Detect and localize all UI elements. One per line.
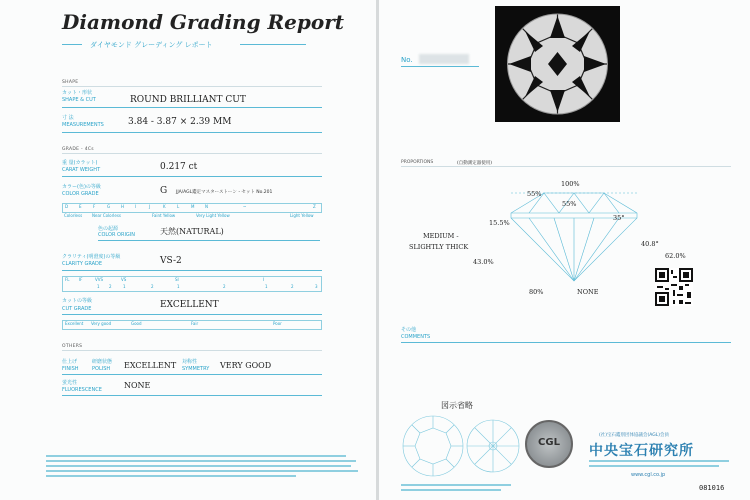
lower-half-value: 80% xyxy=(529,288,544,296)
fluorescence-value: NONE xyxy=(124,381,151,390)
color-master-note: JJA/AGL鑑定マスターストーン・セット No.201 xyxy=(176,190,273,195)
carat-value: 0.217 ct xyxy=(160,162,198,172)
crown-height-ratio: 55% xyxy=(527,190,542,198)
color-value: G xyxy=(160,186,168,196)
comments-label-jp: その他 xyxy=(401,327,417,333)
report-serial: 081016 xyxy=(699,484,725,492)
origin-label-en: COLOR ORIGIN xyxy=(98,232,136,238)
color-scale: D E F G H I J K L M N ~ Z xyxy=(62,203,322,213)
clarity-scale: FL IF VVS VS SI I 1 2 1 2 1 2 1 2 3 xyxy=(62,276,322,292)
cut-scale: Excellent Very good Good Fair Poor xyxy=(62,320,322,330)
proportions-label: PROPORTIONS xyxy=(401,160,434,165)
diamond-photo xyxy=(495,6,620,122)
shape-cut-value: ROUND BRILLIANT CUT xyxy=(130,95,246,105)
crown-height-value: 15.5% xyxy=(489,219,510,227)
footnote-text xyxy=(46,452,362,494)
measurements-label-jp: 寸 法 xyxy=(62,115,74,121)
report-right-page xyxy=(379,0,750,500)
measurements-label-en: MEASUREMENTS xyxy=(62,122,104,128)
cut-label-jp: カットの等級 xyxy=(62,298,92,304)
shape-cut-label-en: SHAPE & CUT xyxy=(62,97,96,103)
clarity-label-jp: クラリティ(明澄度)の等級 xyxy=(62,254,121,260)
report-number-redacted xyxy=(419,54,469,64)
comments-label-en: COMMENTS xyxy=(401,334,431,340)
total-width-value: 100% xyxy=(561,180,580,188)
plot-omitted-label: 図示省略 xyxy=(441,401,473,410)
polish-value: EXCELLENT xyxy=(124,361,177,370)
carat-label-jp: 重 量(カラット) xyxy=(62,160,98,166)
org-url[interactable]: www.cgl.co.jp xyxy=(631,472,666,478)
section-others: OTHERS xyxy=(62,344,83,349)
symmetry-value: VERY GOOD xyxy=(220,361,272,370)
section-shape: SHAPE xyxy=(62,80,79,85)
cut-label-en: CUT GRADE xyxy=(62,306,92,312)
report-subtitle-jp: ダイヤモンド グレーディング レポート xyxy=(90,41,213,49)
measurements-value: 3.84 - 3.87 × 2.39 MM xyxy=(128,117,232,127)
shape-cut-label-jp: カット・形状 xyxy=(62,90,92,96)
plot-diagram xyxy=(401,410,521,482)
clarity-value: VS-2 xyxy=(160,256,182,266)
crown-angle-value: 35° xyxy=(613,214,625,222)
proportions-note: (自動測定器使用) xyxy=(457,161,493,166)
girdle-value: MEDIUM - xyxy=(423,232,459,240)
pavilion-angle-value: 40.8° xyxy=(641,240,659,248)
color-label-en: COLOR GRADE xyxy=(62,191,99,197)
origin-label-jp: 色の起源 xyxy=(98,226,119,232)
pavilion-depth-value: 43.0% xyxy=(473,258,494,266)
report-left-page: Diamond Grading Report ダイヤモンド グレーディング レポート SHAPE カット・形状 SHAPE & CUT ROUND BRILLIANT CUT 寸 法 MEASUREMENTS 3.84 - 3.87 × 2.39 MM GRADE - 4Cs 重 量(カラット) CARAT WEIGHT 0.217 ct カラー(色)の等級 COLOR GRADE G JJA/AGL鑑定マスターストーン・セット No.201 D E F G H I J K L M N ~ Z Colorless Near Colorless Faint Yellow Very Light Yellow Light Yellow 色の起源 COLOR ORIGIN 天然(NATURAL) クラリティ(明澄度)の等級 CLARITY GRADE VS-2 FL IF VVS VS SI I 1 2 1 2 1 2 1 2 3 カットの等級 CUT GRADE EXCELLENT Excellent Very good Good Fair Poor OTHERS 仕上げ FINISH 研磨状態 POLISH EXCELLENT 対称性 SYMMETRY VERY GOOD 蛍光性 FLUORESCENCE NONE xyxy=(0,0,376,500)
table-size-value: 55% xyxy=(562,200,577,208)
cut-value: EXCELLENT xyxy=(160,300,219,310)
total-depth-value: 62.0% xyxy=(665,252,686,260)
origin-value: 天然(NATURAL) xyxy=(160,227,224,236)
color-label-jp: カラー(色)の等級 xyxy=(62,184,101,190)
org-name: 中央宝石研究所 xyxy=(589,443,694,459)
clarity-label-en: CLARITY GRADE xyxy=(62,261,103,267)
cgl-seal: CGL xyxy=(525,420,573,468)
culet-value: NONE xyxy=(577,288,599,296)
qr-code[interactable] xyxy=(655,268,693,306)
report-title: Diamond Grading Report xyxy=(62,10,344,34)
carat-label-en: CARAT WEIGHT xyxy=(62,167,101,173)
section-grade: GRADE - 4Cs xyxy=(62,147,94,152)
girdle-value-2: SLIGHTLY THICK xyxy=(409,243,469,251)
org-subtitle: (社)宝石鑑別団体協議会(AGL)会員 xyxy=(599,433,670,438)
report-number-label: No. xyxy=(401,56,413,64)
